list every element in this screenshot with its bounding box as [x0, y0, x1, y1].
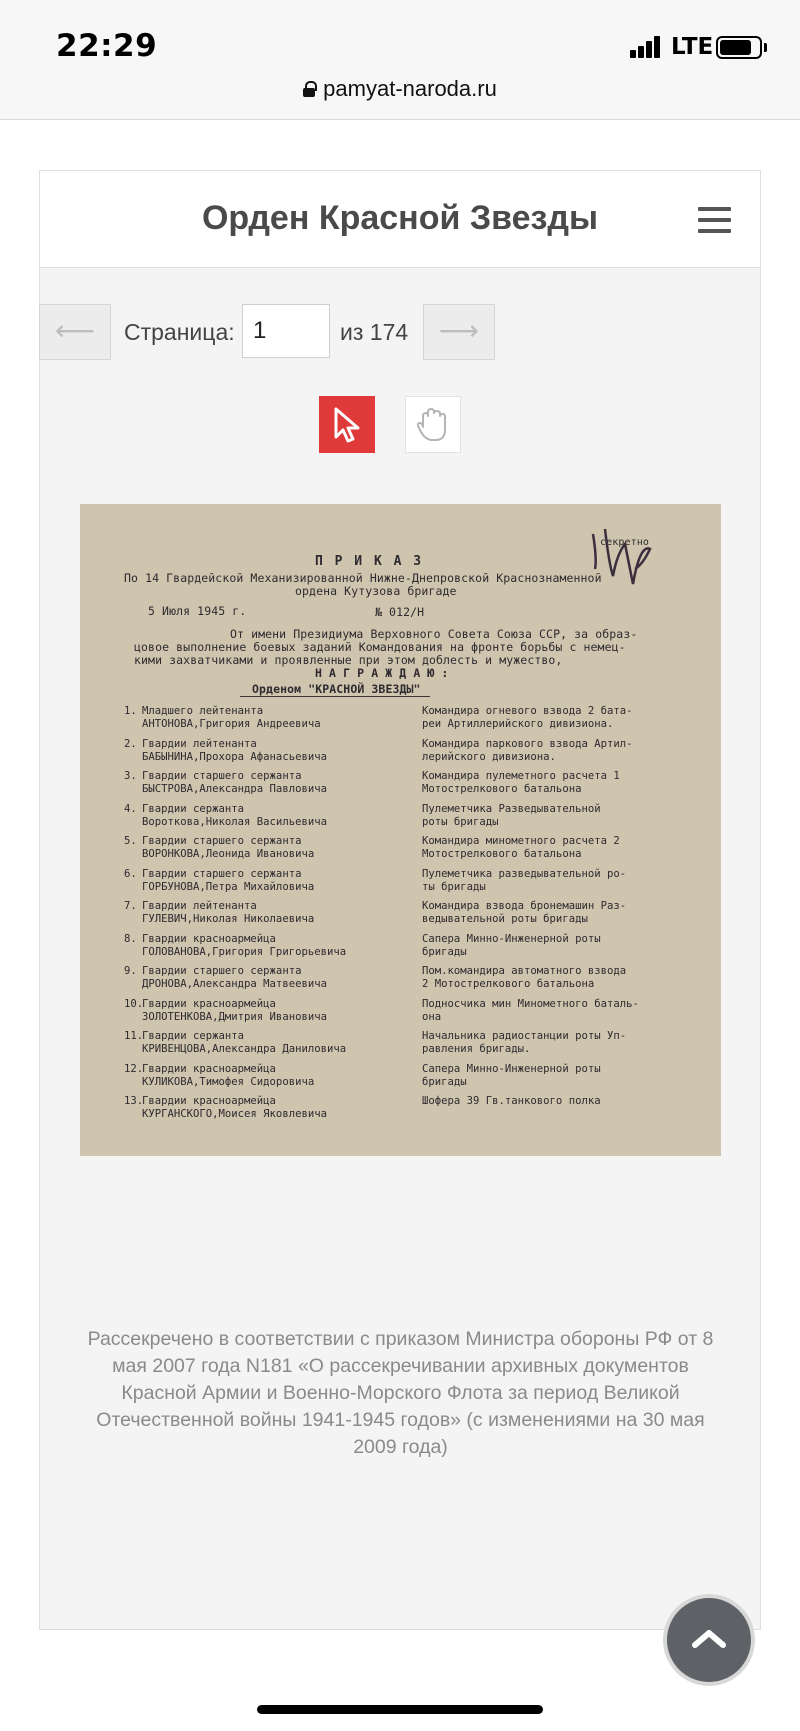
lock-icon	[303, 81, 315, 97]
entry-name: КРИВЕНЦОВА,Александра Даниловича	[142, 1043, 347, 1055]
signature-mark	[585, 514, 665, 604]
entry-name: АНТОНОВА,Григория Андреевича	[142, 718, 321, 730]
next-page-button[interactable]: ⟶	[423, 304, 495, 360]
address-bar[interactable]	[0, 76, 800, 102]
entry-number: 8.	[124, 932, 137, 945]
entry-rank: Гвардии старшего сержанта	[142, 867, 302, 880]
entry-position-line-1: Пулеметчика разведывательной ро-	[422, 867, 627, 880]
entry-number: 1.	[124, 705, 137, 717]
page-number-input[interactable]: 1	[242, 304, 330, 358]
entry-name: БАБЫНИНА,Прохора Афанасьевича	[142, 750, 327, 763]
entry-position-line-2: бригады	[422, 1075, 467, 1088]
order-name: Орденом "КРАСНОЙ ЗВЕЗДЫ"	[252, 682, 421, 696]
select-tool-button[interactable]	[319, 396, 375, 453]
entry-number: 10.	[124, 997, 144, 1010]
pagination	[40, 304, 760, 360]
entry-number: 6.	[124, 867, 137, 880]
scroll-to-top-button[interactable]	[663, 1594, 755, 1686]
entry-position-line-2: бригады	[422, 945, 467, 958]
entry-number: 4.	[124, 802, 137, 815]
document-viewer	[39, 170, 761, 1630]
preamble-line-3: кими захватчиками и проявленные при этом доблесть и мужество,	[134, 653, 563, 667]
entry-position-line-1: Сапера Минно-Инженерной роты	[422, 932, 601, 945]
pan-tool-button[interactable]	[405, 396, 461, 453]
entry-position-line-2: лерийского дивизиона.	[422, 750, 556, 763]
entry-position-line-2: Мотострелкового батальона	[422, 783, 582, 795]
entry-rank: Гвардии красноармейца	[142, 997, 276, 1010]
entry-number: 13.	[124, 1095, 144, 1107]
entry-position-line-1: Шофера 39 Гв.танкового полка	[422, 1095, 601, 1107]
battery-tip	[764, 43, 767, 52]
entry-position-line-1: Сапера Минно-Инженерной роты	[422, 1062, 601, 1075]
entry-name: ЗОЛОТЕНКОВА,Дмитрия Ивановича	[142, 1010, 327, 1023]
entry-number: 7.	[124, 900, 137, 912]
doc-heading: П Р И К А З	[315, 554, 424, 569]
doc-date: 5 Июля 1945 г.	[148, 604, 247, 618]
entry-position-line-2: Мотострелкового батальона	[422, 848, 582, 860]
entry-rank: Гвардии красноармейца	[142, 932, 276, 945]
entry-rank: Гвардии старшего сержанта	[142, 835, 302, 847]
page-total: из 174	[340, 319, 409, 345]
doc-number: № 012/Н	[375, 605, 425, 619]
entry-number: 11.	[124, 1030, 144, 1042]
declassification-note: Рассекречено в соответствии с приказом Министра обороны РФ от 8 мая 2007 года N181 «О рассекречивании архивных документов Красной Армии и Военно-Морского Флота за период Великой Отечественной войны 1941-1945 годов» (с изменениями на 30 мая 2009 года)	[87, 1328, 714, 1458]
entry-name: ГОЛОВАНОВА,Григория Григорьевича	[142, 945, 347, 958]
entry-position-line-1: Пулеметчика Разведывательной	[422, 802, 601, 815]
entry-rank: Гвардии лейтенанта	[142, 900, 257, 912]
entry-position-line-1: Командира пулеметного расчета 1	[422, 770, 620, 782]
entry-position-line-1: Пом.командира автоматного взвода	[422, 965, 627, 977]
award-heading: Н А Г Р А Ж Д А Ю :	[315, 666, 449, 680]
preamble-line-2: цовое выполнение боевых заданий Командования на фронте борьбы с немец-	[134, 640, 626, 654]
menu-icon[interactable]	[698, 207, 731, 233]
entry-rank: Гвардии старшего сержанта	[142, 965, 302, 977]
entry-name: БЫСТРОВА,Александра Павловича	[142, 783, 327, 795]
entry-position-line-2: ведывательной роты бригады	[422, 913, 588, 925]
network-label: LTE	[671, 34, 714, 60]
preamble-line-1: От имени Президиума Верховного Совета Союза ССР, за образ-	[230, 627, 638, 641]
corner-stamp: секретно	[600, 537, 649, 548]
entry-name: ДРОНОВА,Александра Матвеевича	[142, 978, 327, 990]
entry-position-line-1: Подносчика мин Минометного баталь-	[422, 997, 639, 1010]
entry-name: Вороткова,Николая Васильевича	[142, 815, 327, 828]
entry-position-line-2: она	[422, 1010, 442, 1023]
entry-position-line-1: Начальника радиостанции роты Уп-	[422, 1030, 627, 1042]
order-underline	[240, 696, 430, 697]
hand-icon	[406, 397, 460, 452]
page-label: Страница:	[124, 319, 235, 345]
entry-name: ВОРОНКОВА,Леонида Ивановича	[142, 848, 315, 860]
entry-position-line-1: Командира огневого взвода 2 бата-	[422, 705, 633, 717]
entry-position-line-2: реи Артиллерийского дивизиона.	[422, 718, 614, 730]
chevron-up-icon	[667, 1598, 751, 1682]
entry-name: КУЛИКОВА,Тимофея Сидоровича	[142, 1075, 315, 1088]
page-title: Орден Красной Звезды	[201, 199, 598, 237]
entry-number: 2.	[124, 737, 137, 750]
entry-name: КУРГАНСКОГО,Моисея Яковлевича	[142, 1108, 327, 1120]
status-time: 22:29	[56, 28, 158, 64]
brigade-line-1: По 14 Гвардейской Механизированной Нижне-Днепровской Краснознаменной	[124, 571, 602, 585]
entry-rank: Гвардии сержанта	[142, 1030, 245, 1042]
entry-position-line-1: Командира минометного расчета 2	[422, 835, 620, 847]
prev-page-button[interactable]: ⟵	[39, 304, 111, 360]
entry-position-line-2: 2 Мотострелкового батальона	[422, 978, 595, 990]
entry-number: 12.	[124, 1062, 144, 1075]
entry-position-line-1: Командира взвода бронемашин Раз-	[422, 900, 627, 912]
entry-position-line-2: равления бригады.	[422, 1043, 531, 1055]
entry-number: 5.	[124, 835, 137, 847]
status-bar	[0, 0, 800, 120]
entry-rank: Гвардии старшего сержанта	[142, 770, 302, 782]
entry-name: ГУЛЕВИЧ,Николая Николаевича	[142, 913, 315, 925]
entry-position-line-2: роты бригады	[422, 815, 499, 828]
entry-position-line-1: Командира паркового взвода Артил-	[422, 737, 633, 750]
brigade-line-2: ордена Кутузова бригаде	[295, 584, 457, 598]
entry-rank: Гвардии сержанта	[142, 802, 245, 815]
signal-icon	[630, 36, 662, 58]
home-indicator	[257, 1705, 543, 1714]
entry-rank: Гвардии лейтенанта	[142, 737, 257, 750]
entry-position-line-2: ты бригады	[422, 880, 486, 893]
document-scan[interactable]	[80, 504, 721, 1156]
entry-rank: Гвардии красноармейца	[142, 1062, 276, 1075]
url-text: pamyat-naroda.ru	[323, 76, 497, 101]
entry-name: ГОРБУНОВА,Петра Михайловича	[142, 880, 315, 893]
entry-number: 9.	[124, 965, 137, 977]
viewer-header	[40, 171, 760, 268]
cursor-icon	[319, 396, 375, 453]
document-text	[80, 504, 721, 1156]
entry-number: 3.	[124, 770, 137, 782]
battery-icon	[716, 36, 762, 59]
entry-rank: Гвардии красноармейца	[142, 1095, 276, 1107]
entry-rank: Младшего лейтенанта	[142, 705, 264, 717]
